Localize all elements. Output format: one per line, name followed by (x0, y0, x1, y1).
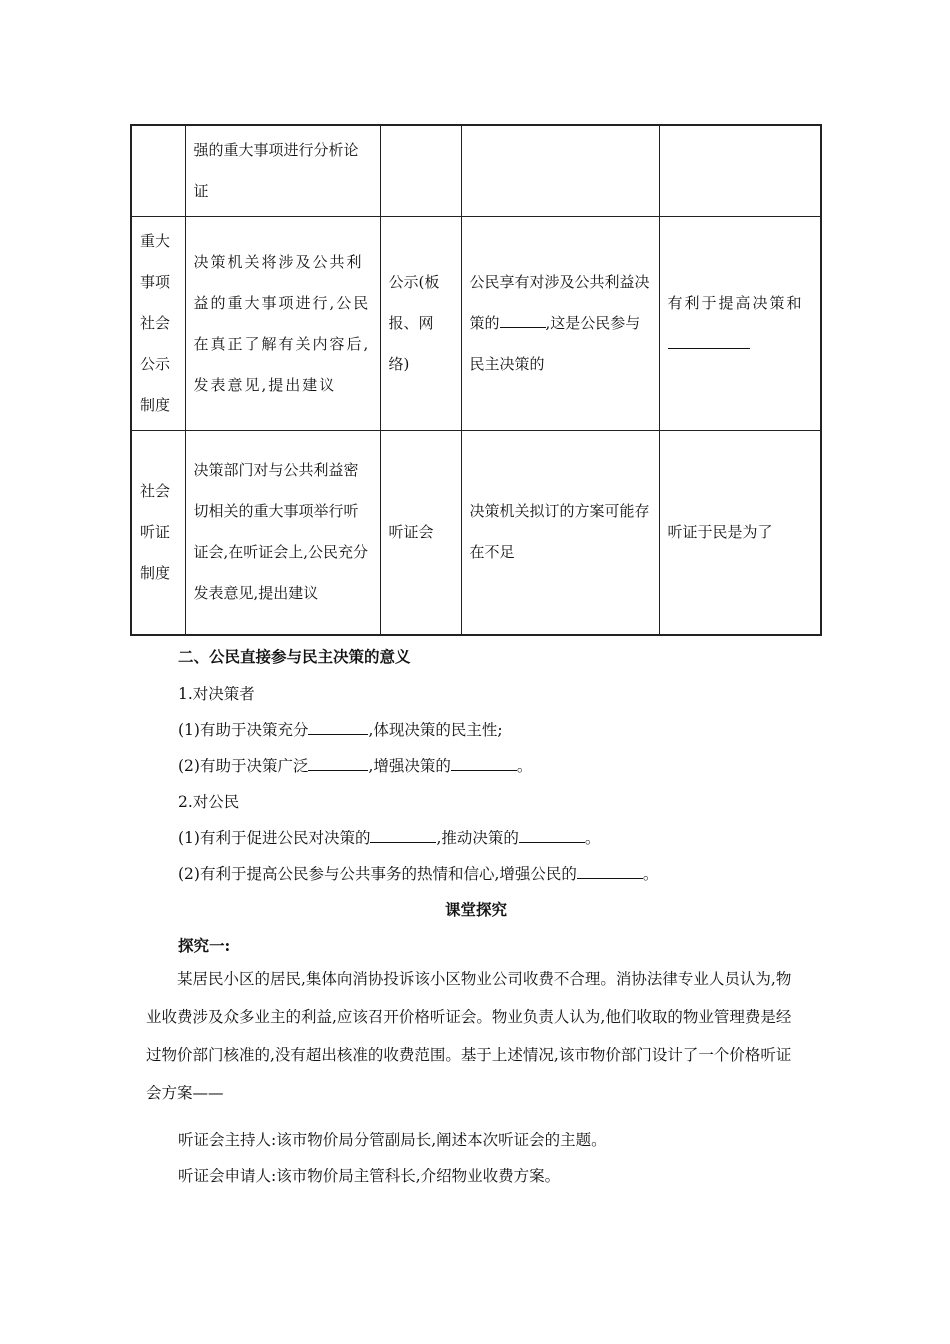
fill-blank (500, 313, 546, 328)
item-text: 。 (642, 865, 659, 883)
fill-blank (577, 864, 643, 879)
table-cell-system-name: 社会听证制度 (131, 431, 185, 635)
table-cell-significance: 听证于民是为了 (659, 431, 821, 635)
fill-blank (519, 828, 585, 843)
table-cell (380, 125, 461, 217)
list-item (178, 862, 658, 884)
item-text: 。 (584, 829, 601, 847)
fill-blank (308, 756, 368, 771)
section-heading: 二、公民直接参与民主决策的意义 (178, 647, 411, 666)
table-cell-form: 听证会 (380, 431, 461, 635)
table-cell-content: 决策机关将涉及公共利益的重大事项进行,公民在真正了解有关内容后,发表意见,提出建议 (185, 217, 380, 431)
explore-line: 听证会主持人:该市物价局分管副局长,阐述本次听证会的主题。 (178, 1131, 607, 1149)
list-item (178, 754, 532, 776)
table-cell-content: 决策部门对与公共利益密切相关的重大事项举行听证会,在听证会上,公民充分发表意见,提出建议 (185, 431, 380, 635)
explore-paragraph: 某居民小区的居民,集体向消协投诉该小区物业公司收费不合理。消协法律专业人员认为,物业收费涉及众多业主的利益,应该召开价格听证会。物业负责人认为,他们收取的物业管理费是经过物价部门核准的,没有超出核准的收费范围。基于上述情况,该市物价部门设计了一个价格听证会方案—— (146, 970, 792, 1102)
table-cell-significance (659, 217, 821, 431)
table-cell (461, 125, 659, 217)
role-text-b: ,这是公民参与民主决策的 (469, 314, 641, 373)
table-cell (131, 125, 185, 217)
item-text: ,推动决策的 (436, 829, 519, 847)
table-row (131, 125, 821, 217)
item-text: (1)有助于决策充分 (178, 721, 309, 739)
item-text: (2)有助于决策广泛 (178, 757, 309, 775)
fill-blank (668, 334, 750, 349)
item-text: (2)有利于提高公民参与公共事务的热情和信心,增强公民的 (178, 865, 577, 883)
table-cell-system-name: 重大事项社会公示制度 (131, 217, 185, 431)
table-cell-role (461, 217, 659, 431)
table-cell: 强的重大事项进行分析论证 (185, 125, 380, 217)
decision-system-table (130, 124, 822, 636)
item-text: 。 (516, 757, 533, 775)
table-cell (659, 125, 821, 217)
table-cell-form: 公示(板报、网络) (380, 217, 461, 431)
fill-blank (451, 756, 517, 771)
list-item (178, 718, 503, 740)
item-text: (1)有利于促进公民对决策的 (178, 829, 371, 847)
role-text-a: 公民享有对涉及公共利益决策的 (469, 273, 650, 332)
item-text: ,体现决策的民主性; (368, 721, 503, 739)
subheading-decision-maker: 1.对决策者 (178, 685, 255, 703)
fill-blank (370, 828, 436, 843)
list-item (178, 826, 600, 848)
table-cell-role: 决策机关拟订的方案可能存在不足 (461, 431, 659, 635)
explore-line: 听证会申请人:该市物价局主管科长,介绍物业收费方案。 (178, 1167, 561, 1185)
table-row (131, 217, 821, 431)
explore-subheading: 探究一: (178, 936, 231, 955)
item-text: ,增强决策的 (368, 757, 451, 775)
fill-blank (308, 720, 368, 735)
subheading-citizen: 2.对公民 (178, 793, 240, 811)
significance-text: 有利于提高决策和 (667, 293, 804, 312)
table-row (131, 431, 821, 635)
explore-title: 课堂探究 (444, 900, 507, 919)
